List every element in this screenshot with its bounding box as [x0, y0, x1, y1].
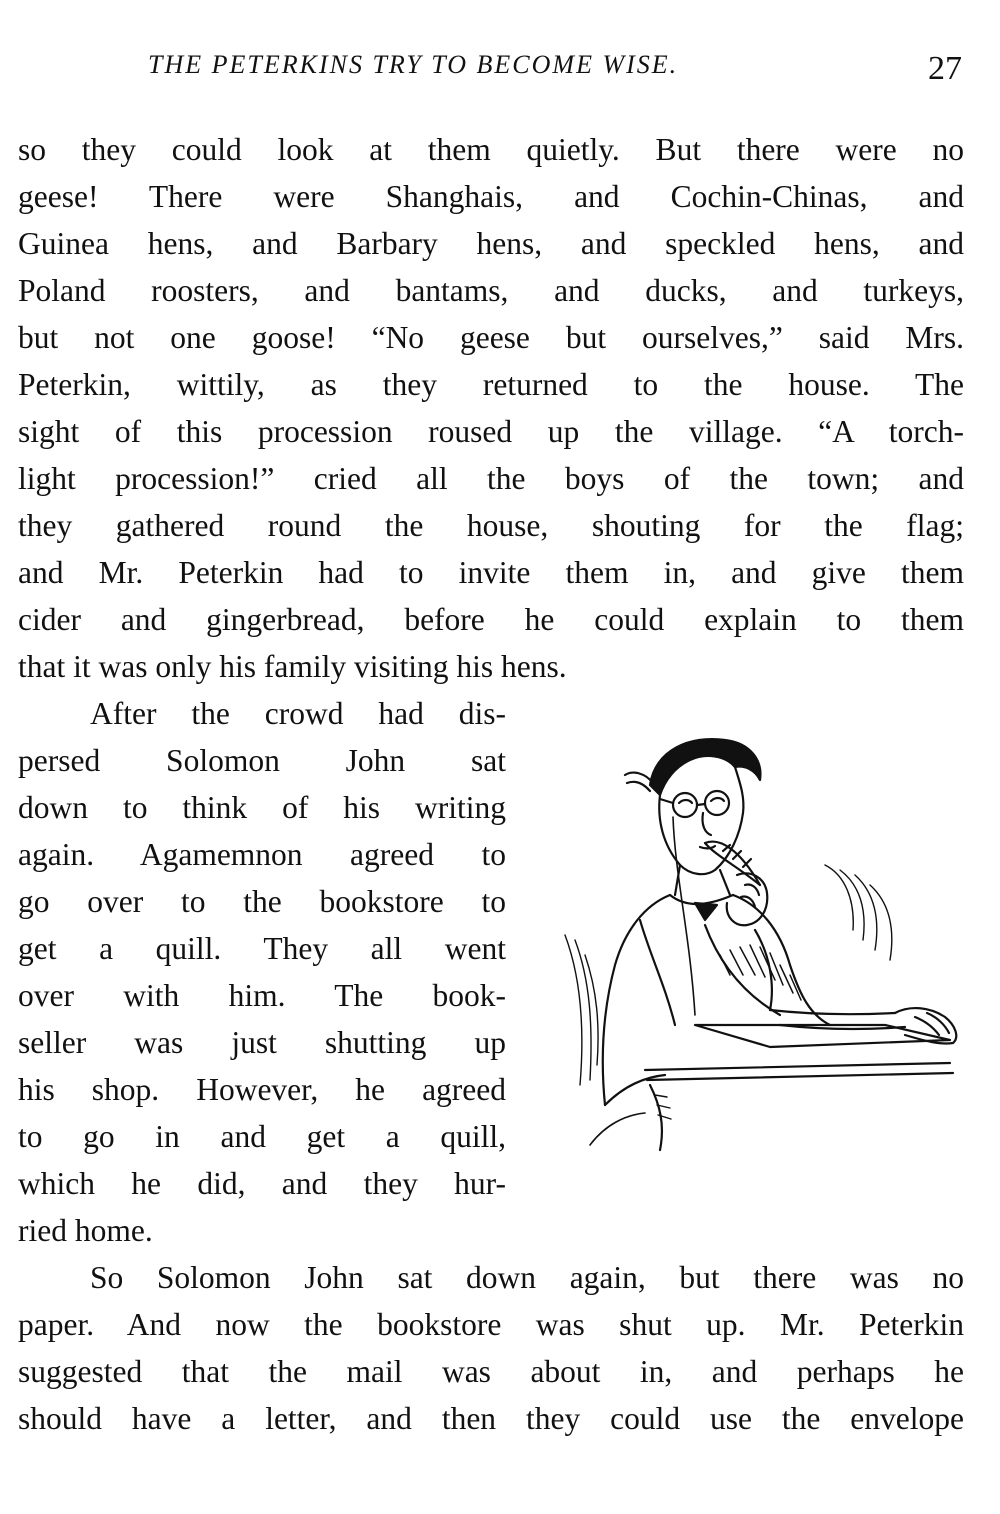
- text-line: light procession!” cried all the boys of the town; and: [18, 461, 964, 496]
- text-line: and Mr. Peterkin had to invite them in, and give them: [18, 555, 964, 590]
- running-title: THE PETERKINS TRY TO BECOME WISE.: [148, 50, 679, 79]
- text-line: suggested that the mail was about in, and perhaps he: [18, 1354, 964, 1389]
- paragraph: [18, 690, 506, 1254]
- text-line: geese! There were Shanghais, and Cochin-Chinas, and: [18, 179, 964, 214]
- paragraph: [18, 126, 964, 690]
- text-line: that it was only his family visiting his hens.: [18, 649, 567, 684]
- man-with-quill-illustration: [555, 725, 970, 1175]
- text-line: After the crowd had dis-: [90, 696, 506, 731]
- text-line: over with him. The book-: [18, 978, 506, 1013]
- text-line: again. Agamemnon agreed to: [18, 837, 506, 872]
- text-line: go over to the bookstore to: [18, 884, 506, 919]
- text-line: Peterkin, wittily, as they returned to the house. The: [18, 367, 964, 402]
- text-line: cider and gingerbread, before he could explain to them: [18, 602, 964, 637]
- text-line: his shop. However, he agreed: [18, 1072, 506, 1107]
- text-line: to go in and get a quill,: [18, 1119, 506, 1154]
- text-line: down to think of his writing: [18, 790, 506, 825]
- text-line: So Solomon John sat down again, but there was no: [90, 1260, 964, 1295]
- text-line: but not one goose! “No geese but ourselves,” said Mrs.: [18, 320, 964, 355]
- text-line: should have a letter, and then they could use the envelope: [18, 1401, 964, 1436]
- paragraph: [18, 1254, 964, 1442]
- text-line: seller was just shutting up: [18, 1025, 506, 1060]
- text-line: sight of this procession roused up the village. “A torch-: [18, 414, 964, 449]
- text-line: Poland roosters, and bantams, and ducks, and turkeys,: [18, 273, 964, 308]
- text-line: get a quill. They all went: [18, 931, 506, 966]
- text-line: which he did, and they hur-: [18, 1166, 506, 1201]
- text-line: Guinea hens, and Barbary hens, and speckled hens, and: [18, 226, 964, 261]
- text-line: paper. And now the bookstore was shut up. Mr. Peterkin: [18, 1307, 964, 1342]
- text-line: so they could look at them quietly. But there were no: [18, 132, 964, 167]
- text-line: ried home.: [18, 1213, 153, 1248]
- text-line: persed Solomon John sat: [18, 743, 506, 778]
- page-number: 27: [928, 50, 962, 87]
- text-line: they gathered round the house, shouting for the flag;: [18, 508, 964, 543]
